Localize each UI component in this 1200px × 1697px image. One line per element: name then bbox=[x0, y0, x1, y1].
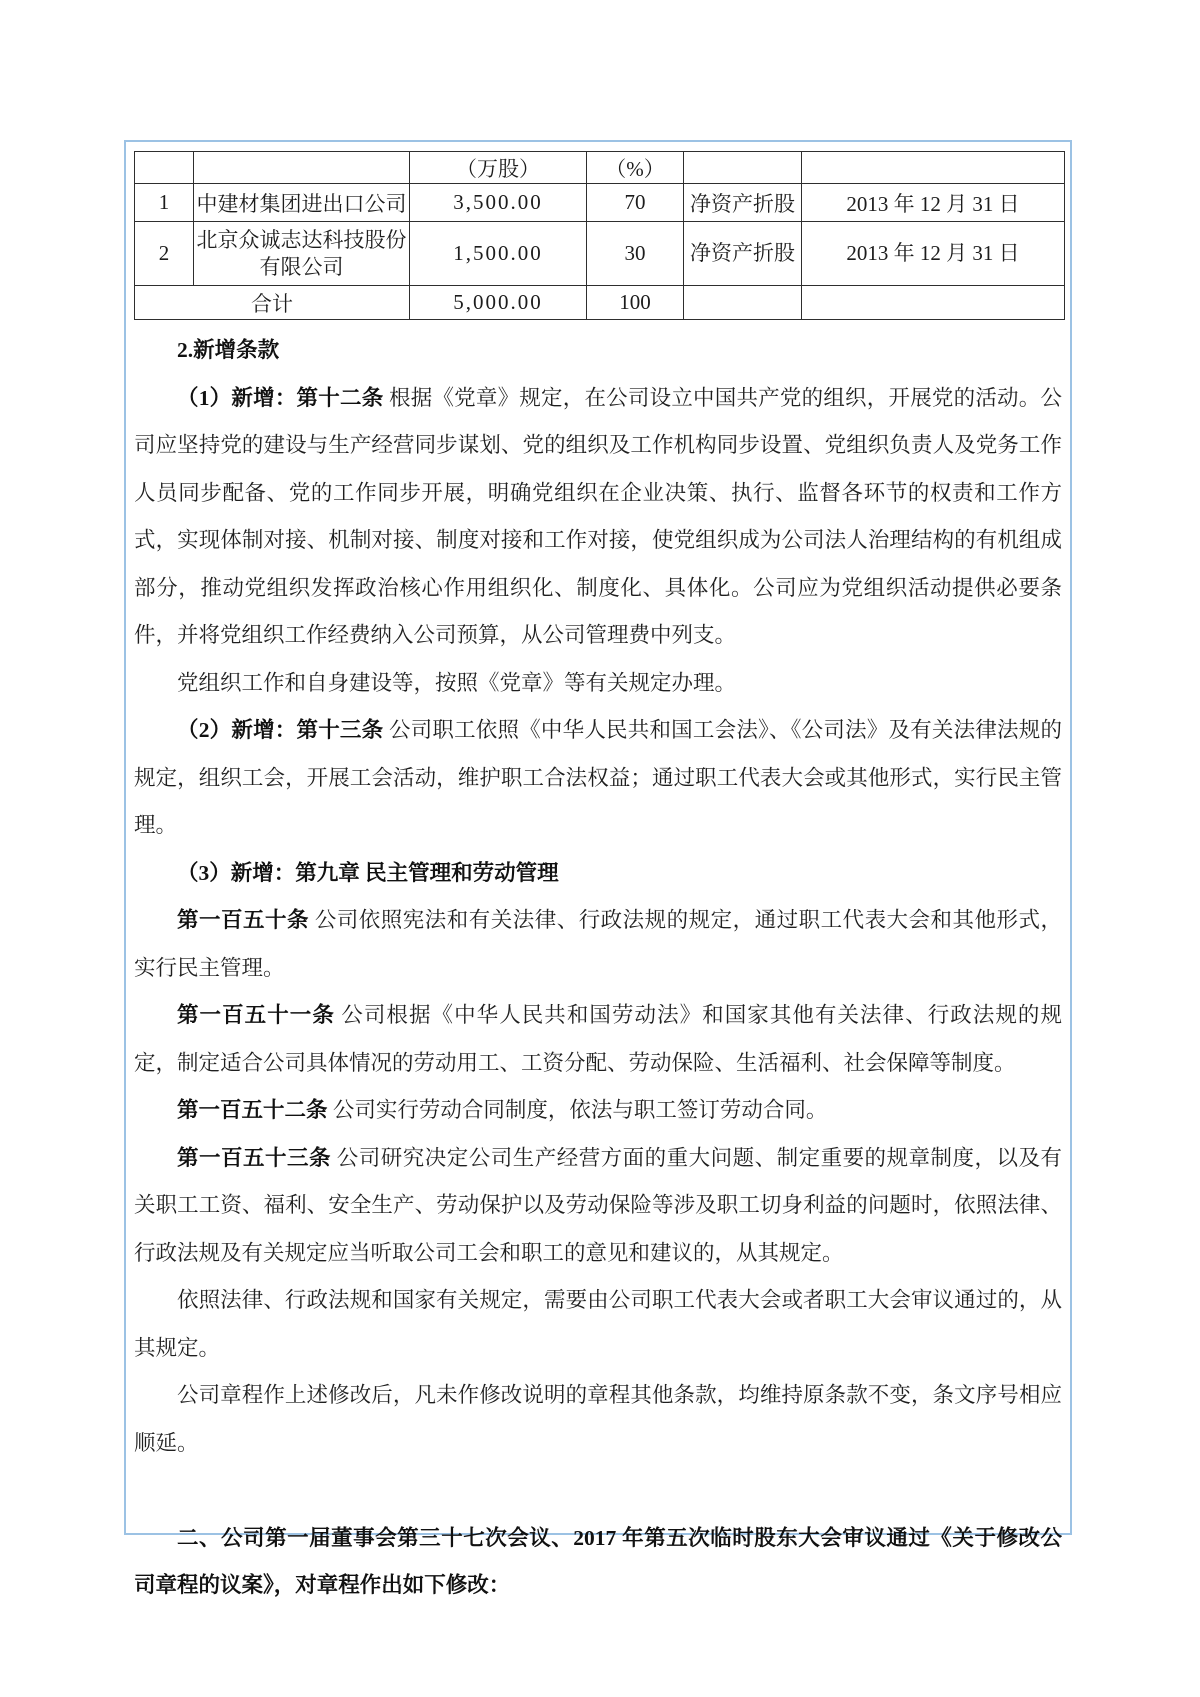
total-pct: 100 bbox=[587, 286, 684, 320]
total-label: 合计 bbox=[135, 286, 410, 320]
total-shares: 5,000.00 bbox=[410, 286, 587, 320]
paragraph-bold-lead: 第一百五十三条 bbox=[177, 1145, 331, 1170]
paragraph-text: 依照法律、行政法规和国家有关规定，需要由公司职工代表大会或者职工大会审议通过的，从其规定。 bbox=[134, 1288, 1062, 1360]
shareholders-table bbox=[134, 151, 1065, 320]
total-empty-cell bbox=[684, 286, 802, 320]
paragraph-bold-lead: 第一百五十一条 bbox=[177, 1003, 335, 1027]
document-body bbox=[134, 327, 1062, 1610]
heading-text: 2.新增条款 bbox=[177, 338, 280, 362]
shares-value: 1,500.00 bbox=[410, 222, 587, 286]
heading-text: （3）新增：第九章 民主管理和劳动管理 bbox=[177, 860, 559, 885]
paragraph-text: 公司章程作上述修改后，凡未作修改说明的章程其他条款，均维持原条款不变，条文序号相应顺延。 bbox=[134, 1383, 1062, 1455]
paragraph-text: 公司职工依照《中华人民共和国工会法》、《公司法》及有关法律法规的规定，组织工会，开展工会活动，维护职工合法权益；通过职工代表大会或其他形式，实行民主管理。 bbox=[134, 718, 1062, 837]
table-row bbox=[135, 184, 1065, 222]
paragraph-bold-lead: 二、公司第一届董事会第三十七次会议、2017 年第五次临时股东大会审议通过《关于修改公司章程的议案》，对章程作出如下修改： bbox=[134, 1525, 1062, 1597]
row-number: 1 bbox=[135, 184, 194, 222]
total-empty-cell bbox=[802, 286, 1065, 320]
paragraph-article-13 bbox=[134, 707, 1062, 850]
paragraph-text: 公司实行劳动合同制度，依法与职工签订劳动合同。 bbox=[327, 1098, 828, 1122]
paragraph-text: 根据《党章》规定，在公司设立中国共产党的组织，开展党的活动。公司应坚持党的建设与生产经营同步谋划、党的组织及工作机构同步设置、党组织负责人及党务工作人员同步配备、党的工作同步开展，明确党组织在企业决策、执行、监督各环节的权责和工作方式，实现体制对接、机制对接、制度对接和工作对接，使党组织成为公司法人治理结构的有机组成部分，推动党组织发挥政治核心作用组织化、制度化、具体化。公司应为党组织活动提供必要条件，并将党组织工作经费纳入公司预算，从公司管理费中列支。 bbox=[134, 385, 1062, 647]
header-shares-unit: （万股） bbox=[410, 152, 587, 184]
paragraph-article-150 bbox=[134, 897, 1062, 992]
section-heading-new-clauses bbox=[134, 327, 1062, 375]
paragraph-text: 公司依照宪法和有关法律、行政法规的规定，通过职工代表大会和其他形式，实行民主管理。 bbox=[134, 908, 1062, 980]
paragraph-bold-lead: 第一百五十条 bbox=[177, 908, 309, 932]
table-total-row bbox=[135, 286, 1065, 320]
header-empty-cell bbox=[802, 152, 1065, 184]
table-row bbox=[135, 222, 1065, 286]
blank-line bbox=[134, 1467, 1062, 1515]
header-pct-unit: （%） bbox=[587, 152, 684, 184]
table-header-row bbox=[135, 152, 1065, 184]
paragraph-congress-approval bbox=[134, 1277, 1062, 1372]
paragraph-text: 公司研究决定公司生产经营方面的重大问题、制定重要的规章制度，以及有关职工工资、福利、安全生产、劳动保护以及劳动保险等涉及职工切身利益的问题时，依照法律、行政法规及有关规定应当听取公司工会和职工的意见和建议的，从其规定。 bbox=[134, 1145, 1062, 1265]
contribution-date: 2013 年 12 月 31 日 bbox=[802, 184, 1065, 222]
paragraph-bold-lead: （1）新增：第十二条 bbox=[177, 385, 384, 410]
header-empty-cell bbox=[684, 152, 802, 184]
paragraph-bold-lead: （2）新增：第十三条 bbox=[177, 718, 384, 742]
contribution-method: 净资产折股 bbox=[684, 184, 802, 222]
paragraph-text: 公司根据《中华人民共和国劳动法》和国家其他有关法律、行政法规的规定，制定适合公司具体情况的劳动用工、工资分配、劳动保险、生活福利、社会保障等制度。 bbox=[134, 1003, 1062, 1075]
paragraph-article-152 bbox=[134, 1087, 1062, 1135]
pct-value: 70 bbox=[587, 184, 684, 222]
contribution-method: 净资产折股 bbox=[684, 222, 802, 286]
document-border-box bbox=[124, 140, 1072, 1597]
contribution-date: 2013 年 12 月 31 日 bbox=[802, 222, 1065, 286]
paragraph-party-work bbox=[134, 660, 1062, 708]
paragraph-bold-lead: 第一百五十二条 bbox=[177, 1098, 328, 1122]
pct-value: 30 bbox=[587, 222, 684, 286]
paragraph-renumbering bbox=[134, 1372, 1062, 1467]
header-empty-cell bbox=[135, 152, 194, 184]
section-heading-chapter-9 bbox=[134, 850, 1062, 898]
header-empty-cell bbox=[194, 152, 410, 184]
shareholder-name: 中建材集团进出口公司 bbox=[194, 184, 410, 222]
shareholder-name: 北京众诚志达科技股份有限公司 bbox=[194, 222, 410, 286]
shares-value: 3,500.00 bbox=[410, 184, 587, 222]
paragraph-second-amendment bbox=[134, 1515, 1062, 1610]
paragraph-article-153 bbox=[134, 1135, 1062, 1278]
paragraph-text: 党组织工作和自身建设等，按照《党章》等有关规定办理。 bbox=[177, 670, 737, 695]
row-number: 2 bbox=[135, 222, 194, 286]
paragraph-article-151 bbox=[134, 992, 1062, 1087]
paragraph-article-12 bbox=[134, 375, 1062, 660]
